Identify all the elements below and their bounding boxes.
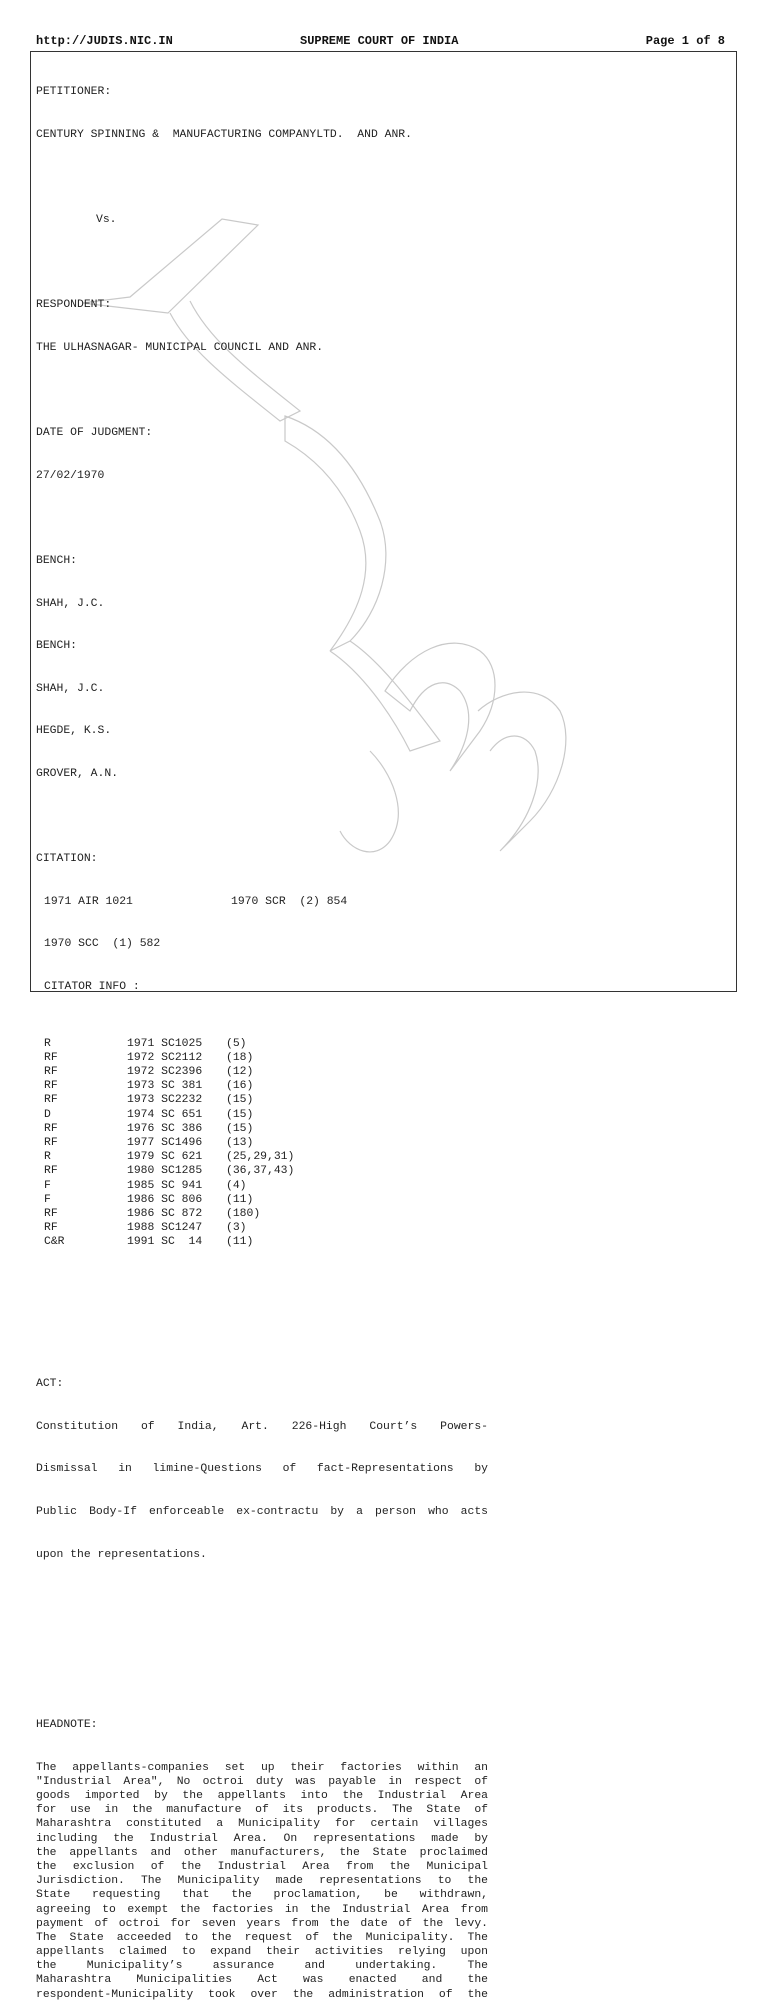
judgment-date-value: 27/02/1970 xyxy=(36,469,105,482)
judgment-date-label: DATE OF JUDGMENT: xyxy=(36,427,153,440)
citator-code: R xyxy=(44,1151,51,1164)
citator-code: RF xyxy=(44,1080,58,1093)
citation-scc: 1970 SCC (1) 582 xyxy=(44,938,161,951)
citator-row xyxy=(36,1221,496,1235)
citator-label: CITATOR INFO : xyxy=(44,980,140,993)
headnote-body xyxy=(36,1761,496,2002)
citator-paragraphs: (3) xyxy=(226,1222,247,1235)
headnote-line: the Municipality’s assurance and undertaking. The xyxy=(36,1960,488,1973)
respondent-name: THE ULHASNAGAR- MUNICIPAL COUNCIL AND ANR. xyxy=(36,341,324,354)
headnote-line: Maharashtra Municipalities Act was enacted and the xyxy=(36,1974,488,1987)
citator-code: R xyxy=(44,1037,51,1050)
citator-reference: 1972 SC2396 xyxy=(127,1066,203,1079)
citator-paragraphs: (12) xyxy=(226,1066,254,1079)
petitioner-name: CENTURY SPINNING & MANUFACTURING COMPANYLTD. AND ANR. xyxy=(36,129,412,141)
citator-row xyxy=(36,1164,496,1178)
act-label: ACT: xyxy=(36,1378,64,1391)
citator-code: RF xyxy=(44,1066,58,1079)
citator-paragraphs: (13) xyxy=(226,1136,254,1149)
citator-code: RF xyxy=(44,1165,58,1178)
citator-paragraphs: (11) xyxy=(226,1236,254,1249)
citator-code: RF xyxy=(44,1094,58,1107)
citation-air: 1971 AIR 1021 xyxy=(44,895,133,908)
citator-code: RF xyxy=(44,1122,58,1135)
act-line: upon the representations. xyxy=(36,1548,207,1561)
headnote-line: respondent-Municipality took over the administration of the xyxy=(36,1988,488,2001)
respondent-label: RESPONDENT: xyxy=(36,299,112,312)
citator-row xyxy=(36,1122,496,1136)
citator-paragraphs: (15) xyxy=(226,1094,254,1107)
citator-code: F xyxy=(44,1179,51,1192)
citator-reference: 1988 SC1247 xyxy=(127,1222,203,1235)
citation-scr: 1970 SCR (2) 854 xyxy=(231,895,348,908)
citation-label: CITATION: xyxy=(36,853,98,866)
citator-row xyxy=(36,1037,496,1051)
citator-reference: 1971 SC1025 xyxy=(127,1037,203,1050)
headnote-line: The State acceeded to the request of the Municipality. The xyxy=(36,1931,488,1944)
bench-label: BENCH: xyxy=(36,640,78,653)
citator-reference: 1976 SC 386 xyxy=(127,1122,203,1135)
citator-code: F xyxy=(44,1193,51,1206)
citator-reference: 1977 SC1496 xyxy=(127,1136,203,1149)
citator-paragraphs: (16) xyxy=(226,1080,254,1093)
headnote-line: agreeing to exempt the factories in the Industrial Area from xyxy=(36,1903,488,1916)
headnote-line: the appellants and other manufacturers, the State proclaimed xyxy=(36,1846,488,1859)
citator-code: C&R xyxy=(44,1236,65,1249)
citator-code: RF xyxy=(44,1051,58,1064)
headnote-line: including the Industrial Area. On representations made by xyxy=(36,1832,488,1845)
act-line: Public Body-If enforceable ex-contractu by a person who acts xyxy=(36,1506,488,1519)
citator-code: RF xyxy=(44,1136,58,1149)
citator-reference: 1986 SC 806 xyxy=(127,1193,203,1206)
citator-reference: 1991 SC 14 xyxy=(127,1236,203,1249)
citator-reference: 1980 SC1285 xyxy=(127,1165,203,1178)
citator-paragraphs: (4) xyxy=(226,1179,247,1192)
citator-row xyxy=(36,1065,496,1079)
headnote-line: appellants claimed to expand their activities relying upon xyxy=(36,1946,488,1959)
citator-paragraphs: (15) xyxy=(226,1122,254,1135)
bench-judge: SHAH, J.C. xyxy=(36,597,105,610)
bench-label: BENCH: xyxy=(36,554,78,567)
citator-reference: 1985 SC 941 xyxy=(127,1179,203,1192)
citator-paragraphs: (36,37,43) xyxy=(226,1165,295,1178)
headnote-label: HEADNOTE: xyxy=(36,1719,98,1732)
citator-paragraphs: (18) xyxy=(226,1051,254,1064)
citator-reference: 1979 SC 621 xyxy=(127,1151,203,1164)
headnote-line: State requesting that the proclamation, be withdrawn, xyxy=(36,1889,488,1902)
citator-paragraphs: (180) xyxy=(226,1207,261,1220)
citator-row xyxy=(36,1150,496,1164)
bench-judge: GROVER, A.N. xyxy=(36,767,119,780)
headnote-line: the exclusion of the Industrial Area from the Municipal xyxy=(36,1860,488,1873)
citator-paragraphs: (5) xyxy=(226,1037,247,1050)
citator-paragraphs: (25,29,31) xyxy=(226,1151,295,1164)
citator-code: RF xyxy=(44,1207,58,1220)
citator-row xyxy=(36,1079,496,1093)
citator-paragraphs: (11) xyxy=(226,1193,254,1206)
headnote-line: The appellants-companies set up their factories within an xyxy=(36,1761,488,1774)
citator-row xyxy=(36,1108,496,1122)
citator-row xyxy=(36,1193,496,1207)
citation-line xyxy=(36,895,496,909)
headnote-line: Maharashtra constituted a Municipality for certain villages xyxy=(36,1818,488,1831)
headnote-line: payment of octroi for seven years from the date of the levy. xyxy=(36,1917,488,1930)
headnote-line: goods imported by the appellants into the Industrial Area xyxy=(36,1790,488,1802)
source-url: http://JUDIS.NIC.IN xyxy=(36,34,173,48)
act-line: Dismissal in limine-Questions of fact-Representations by xyxy=(36,1463,488,1476)
citator-paragraphs: (15) xyxy=(226,1108,254,1121)
judgment-text xyxy=(36,57,496,2016)
court-title: SUPREME COURT OF INDIA xyxy=(300,34,459,48)
citator-code: D xyxy=(44,1108,51,1121)
citator-code: RF xyxy=(44,1222,58,1235)
citator-reference: 1973 SC2232 xyxy=(127,1094,203,1107)
citator-row xyxy=(36,1051,496,1065)
headnote-line: Jurisdiction. The Municipality made representations to the xyxy=(36,1875,488,1888)
citator-row xyxy=(36,1207,496,1221)
act-line: Constitution of India, Art. 226-High Court’s Powers- xyxy=(36,1420,488,1433)
page-header xyxy=(36,34,725,50)
citator-reference: 1973 SC 381 xyxy=(127,1080,203,1093)
citator-row xyxy=(36,1093,496,1107)
headnote-line: for use in the manufacture of its products. The State of xyxy=(36,1804,488,1817)
citator-row xyxy=(36,1235,496,1249)
citator-row xyxy=(36,1136,496,1150)
bench-judge: SHAH, J.C. xyxy=(36,682,105,695)
citator-reference: 1974 SC 651 xyxy=(127,1108,203,1121)
citator-reference: 1972 SC2112 xyxy=(127,1051,203,1064)
citator-list xyxy=(36,1037,496,1250)
petitioner-label: PETITIONER: xyxy=(36,86,112,99)
citator-row xyxy=(36,1179,496,1193)
versus-label: Vs. xyxy=(96,214,117,227)
bench-judge: HEGDE, K.S. xyxy=(36,725,112,738)
citator-reference: 1986 SC 872 xyxy=(127,1207,203,1220)
page-number: Page 1 of 8 xyxy=(645,34,725,48)
headnote-line: "Industrial Area", No octroi duty was payable in respect of xyxy=(36,1775,488,1788)
